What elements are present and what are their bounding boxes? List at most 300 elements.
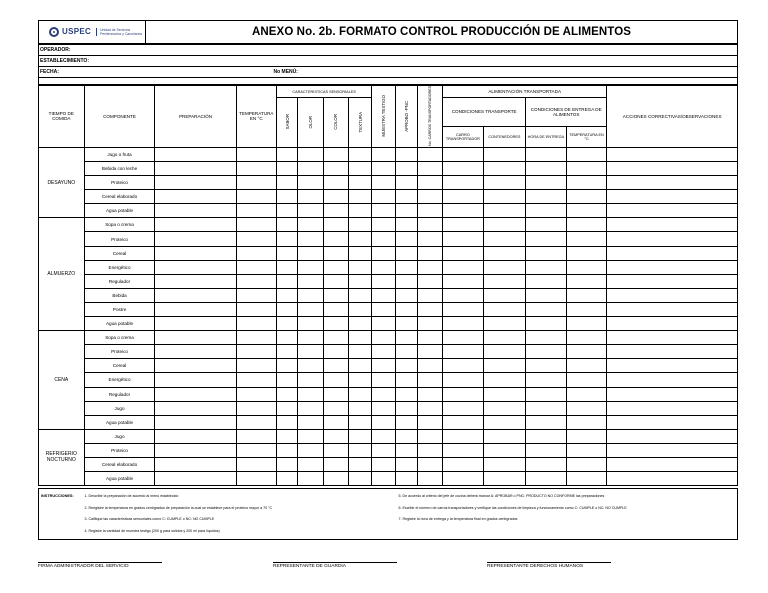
entry-cell[interactable] bbox=[155, 246, 236, 260]
entry-cell[interactable] bbox=[298, 457, 323, 471]
entry-cell[interactable] bbox=[277, 443, 298, 457]
entry-cell[interactable] bbox=[566, 232, 607, 246]
entry-cell[interactable] bbox=[417, 415, 442, 429]
entry-cell[interactable] bbox=[395, 232, 417, 246]
entry-cell[interactable] bbox=[236, 260, 277, 274]
entry-cell[interactable] bbox=[483, 457, 526, 471]
entry-cell[interactable] bbox=[483, 147, 526, 161]
entry-cell[interactable] bbox=[607, 387, 738, 401]
entry-cell[interactable] bbox=[566, 147, 607, 161]
entry-cell[interactable] bbox=[526, 288, 567, 302]
entry-cell[interactable] bbox=[323, 274, 348, 288]
entry-cell[interactable] bbox=[607, 204, 738, 218]
entry-cell[interactable] bbox=[323, 246, 348, 260]
entry-cell[interactable] bbox=[526, 246, 567, 260]
entry-cell[interactable] bbox=[372, 260, 395, 274]
entry-cell[interactable] bbox=[443, 274, 484, 288]
entry-cell[interactable] bbox=[372, 302, 395, 316]
entry-cell[interactable] bbox=[526, 218, 567, 232]
entry-cell[interactable] bbox=[277, 204, 298, 218]
entry-cell[interactable] bbox=[277, 387, 298, 401]
entry-cell[interactable] bbox=[236, 176, 277, 190]
entry-cell[interactable] bbox=[566, 401, 607, 415]
entry-cell[interactable] bbox=[395, 246, 417, 260]
entry-cell[interactable] bbox=[236, 443, 277, 457]
entry-cell[interactable] bbox=[348, 472, 371, 486]
entry-cell[interactable] bbox=[298, 204, 323, 218]
entry-cell[interactable] bbox=[526, 190, 567, 204]
entry-cell[interactable] bbox=[236, 162, 277, 176]
entry-cell[interactable] bbox=[298, 387, 323, 401]
entry-cell[interactable] bbox=[298, 147, 323, 161]
entry-cell[interactable] bbox=[483, 288, 526, 302]
entry-cell[interactable] bbox=[443, 176, 484, 190]
entry-cell[interactable] bbox=[483, 302, 526, 316]
entry-cell[interactable] bbox=[483, 429, 526, 443]
entry-cell[interactable] bbox=[607, 232, 738, 246]
entry-cell[interactable] bbox=[607, 429, 738, 443]
entry-cell[interactable] bbox=[155, 176, 236, 190]
entry-cell[interactable] bbox=[443, 373, 484, 387]
entry-cell[interactable] bbox=[277, 218, 298, 232]
entry-cell[interactable] bbox=[236, 415, 277, 429]
entry-cell[interactable] bbox=[483, 162, 526, 176]
entry-cell[interactable] bbox=[298, 331, 323, 345]
entry-cell[interactable] bbox=[236, 387, 277, 401]
entry-cell[interactable] bbox=[277, 288, 298, 302]
entry-cell[interactable] bbox=[277, 317, 298, 331]
entry-cell[interactable] bbox=[298, 288, 323, 302]
entry-cell[interactable] bbox=[395, 147, 417, 161]
entry-cell[interactable] bbox=[443, 359, 484, 373]
entry-cell[interactable] bbox=[526, 472, 567, 486]
entry-cell[interactable] bbox=[323, 457, 348, 471]
entry-cell[interactable] bbox=[443, 443, 484, 457]
entry-cell[interactable] bbox=[155, 373, 236, 387]
entry-cell[interactable] bbox=[607, 373, 738, 387]
entry-cell[interactable] bbox=[395, 162, 417, 176]
entry-cell[interactable] bbox=[607, 260, 738, 274]
entry-cell[interactable] bbox=[395, 317, 417, 331]
entry-cell[interactable] bbox=[155, 302, 236, 316]
entry-cell[interactable] bbox=[348, 429, 371, 443]
entry-cell[interactable] bbox=[526, 232, 567, 246]
entry-cell[interactable] bbox=[155, 401, 236, 415]
entry-cell[interactable] bbox=[372, 457, 395, 471]
entry-cell[interactable] bbox=[236, 204, 277, 218]
entry-cell[interactable] bbox=[417, 302, 442, 316]
entry-cell[interactable] bbox=[323, 387, 348, 401]
entry-cell[interactable] bbox=[348, 302, 371, 316]
entry-cell[interactable] bbox=[155, 274, 236, 288]
entry-cell[interactable] bbox=[372, 190, 395, 204]
entry-cell[interactable] bbox=[443, 429, 484, 443]
entry-cell[interactable] bbox=[417, 162, 442, 176]
entry-cell[interactable] bbox=[417, 317, 442, 331]
entry-cell[interactable] bbox=[607, 359, 738, 373]
entry-cell[interactable] bbox=[417, 246, 442, 260]
entry-cell[interactable] bbox=[417, 218, 442, 232]
entry-cell[interactable] bbox=[526, 415, 567, 429]
entry-cell[interactable] bbox=[372, 176, 395, 190]
entry-cell[interactable] bbox=[236, 190, 277, 204]
entry-cell[interactable] bbox=[443, 147, 484, 161]
entry-cell[interactable] bbox=[155, 429, 236, 443]
entry-cell[interactable] bbox=[417, 359, 442, 373]
entry-cell[interactable] bbox=[298, 302, 323, 316]
entry-cell[interactable] bbox=[483, 317, 526, 331]
entry-cell[interactable] bbox=[395, 401, 417, 415]
entry-cell[interactable] bbox=[155, 345, 236, 359]
entry-cell[interactable] bbox=[323, 401, 348, 415]
entry-cell[interactable] bbox=[417, 147, 442, 161]
entry-cell[interactable] bbox=[417, 401, 442, 415]
entry-cell[interactable] bbox=[323, 232, 348, 246]
entry-cell[interactable] bbox=[566, 317, 607, 331]
entry-cell[interactable] bbox=[395, 260, 417, 274]
entry-cell[interactable] bbox=[566, 472, 607, 486]
entry-cell[interactable] bbox=[348, 457, 371, 471]
entry-cell[interactable] bbox=[607, 457, 738, 471]
entry-cell[interactable] bbox=[298, 162, 323, 176]
entry-cell[interactable] bbox=[348, 147, 371, 161]
entry-cell[interactable] bbox=[323, 331, 348, 345]
entry-cell[interactable] bbox=[526, 204, 567, 218]
entry-cell[interactable] bbox=[417, 387, 442, 401]
entry-cell[interactable] bbox=[483, 176, 526, 190]
entry-cell[interactable] bbox=[298, 429, 323, 443]
entry-cell[interactable] bbox=[607, 274, 738, 288]
entry-cell[interactable] bbox=[236, 218, 277, 232]
entry-cell[interactable] bbox=[566, 218, 607, 232]
entry-cell[interactable] bbox=[443, 232, 484, 246]
entry-cell[interactable] bbox=[348, 232, 371, 246]
entry-cell[interactable] bbox=[323, 302, 348, 316]
entry-cell[interactable] bbox=[236, 232, 277, 246]
entry-cell[interactable] bbox=[417, 176, 442, 190]
entry-cell[interactable] bbox=[348, 190, 371, 204]
entry-cell[interactable] bbox=[395, 176, 417, 190]
entry-cell[interactable] bbox=[395, 359, 417, 373]
entry-cell[interactable] bbox=[483, 415, 526, 429]
entry-cell[interactable] bbox=[155, 260, 236, 274]
entry-cell[interactable] bbox=[607, 415, 738, 429]
entry-cell[interactable] bbox=[566, 415, 607, 429]
entry-cell[interactable] bbox=[155, 147, 236, 161]
entry-cell[interactable] bbox=[372, 232, 395, 246]
entry-cell[interactable] bbox=[236, 401, 277, 415]
entry-cell[interactable] bbox=[417, 373, 442, 387]
entry-cell[interactable] bbox=[236, 147, 277, 161]
entry-cell[interactable] bbox=[277, 162, 298, 176]
entry-cell[interactable] bbox=[417, 204, 442, 218]
entry-cell[interactable] bbox=[298, 443, 323, 457]
entry-cell[interactable] bbox=[607, 162, 738, 176]
entry-cell[interactable] bbox=[236, 472, 277, 486]
entry-cell[interactable] bbox=[277, 345, 298, 359]
entry-cell[interactable] bbox=[566, 345, 607, 359]
entry-cell[interactable] bbox=[348, 176, 371, 190]
entry-cell[interactable] bbox=[348, 387, 371, 401]
entry-cell[interactable] bbox=[323, 317, 348, 331]
entry-cell[interactable] bbox=[526, 401, 567, 415]
entry-cell[interactable] bbox=[526, 345, 567, 359]
entry-cell[interactable] bbox=[566, 429, 607, 443]
entry-cell[interactable] bbox=[323, 190, 348, 204]
entry-cell[interactable] bbox=[443, 162, 484, 176]
entry-cell[interactable] bbox=[566, 176, 607, 190]
entry-cell[interactable] bbox=[323, 429, 348, 443]
entry-cell[interactable] bbox=[372, 373, 395, 387]
entry-cell[interactable] bbox=[298, 472, 323, 486]
entry-cell[interactable] bbox=[277, 429, 298, 443]
entry-cell[interactable] bbox=[348, 401, 371, 415]
entry-cell[interactable] bbox=[566, 190, 607, 204]
entry-cell[interactable] bbox=[348, 373, 371, 387]
entry-cell[interactable] bbox=[323, 162, 348, 176]
operator-field[interactable]: OPERADOR: bbox=[39, 45, 738, 56]
entry-cell[interactable] bbox=[443, 302, 484, 316]
entry-cell[interactable] bbox=[566, 260, 607, 274]
entry-cell[interactable] bbox=[566, 288, 607, 302]
entry-cell[interactable] bbox=[526, 359, 567, 373]
entry-cell[interactable] bbox=[395, 218, 417, 232]
entry-cell[interactable] bbox=[526, 162, 567, 176]
entry-cell[interactable] bbox=[395, 373, 417, 387]
entry-cell[interactable] bbox=[443, 345, 484, 359]
entry-cell[interactable] bbox=[372, 317, 395, 331]
entry-cell[interactable] bbox=[483, 246, 526, 260]
entry-cell[interactable] bbox=[443, 331, 484, 345]
entry-cell[interactable] bbox=[155, 457, 236, 471]
entry-cell[interactable] bbox=[443, 204, 484, 218]
entry-cell[interactable] bbox=[483, 331, 526, 345]
entry-cell[interactable] bbox=[323, 373, 348, 387]
entry-cell[interactable] bbox=[298, 401, 323, 415]
entry-cell[interactable] bbox=[298, 317, 323, 331]
entry-cell[interactable] bbox=[277, 232, 298, 246]
entry-cell[interactable] bbox=[323, 218, 348, 232]
entry-cell[interactable] bbox=[236, 429, 277, 443]
entry-cell[interactable] bbox=[348, 246, 371, 260]
entry-cell[interactable] bbox=[395, 387, 417, 401]
entry-cell[interactable] bbox=[566, 387, 607, 401]
entry-cell[interactable] bbox=[323, 204, 348, 218]
entry-cell[interactable] bbox=[236, 246, 277, 260]
entry-cell[interactable] bbox=[607, 345, 738, 359]
entry-cell[interactable] bbox=[155, 162, 236, 176]
entry-cell[interactable] bbox=[395, 457, 417, 471]
entry-cell[interactable] bbox=[298, 218, 323, 232]
entry-cell[interactable] bbox=[277, 260, 298, 274]
entry-cell[interactable] bbox=[483, 443, 526, 457]
entry-cell[interactable] bbox=[372, 443, 395, 457]
entry-cell[interactable] bbox=[372, 204, 395, 218]
entry-cell[interactable] bbox=[417, 429, 442, 443]
entry-cell[interactable] bbox=[566, 302, 607, 316]
entry-cell[interactable] bbox=[443, 288, 484, 302]
entry-cell[interactable] bbox=[483, 345, 526, 359]
entry-cell[interactable] bbox=[395, 345, 417, 359]
entry-cell[interactable] bbox=[417, 288, 442, 302]
entry-cell[interactable] bbox=[607, 443, 738, 457]
entry-cell[interactable] bbox=[417, 274, 442, 288]
entry-cell[interactable] bbox=[607, 190, 738, 204]
entry-cell[interactable] bbox=[372, 288, 395, 302]
entry-cell[interactable] bbox=[607, 147, 738, 161]
entry-cell[interactable] bbox=[236, 345, 277, 359]
entry-cell[interactable] bbox=[323, 472, 348, 486]
entry-cell[interactable] bbox=[526, 302, 567, 316]
entry-cell[interactable] bbox=[526, 373, 567, 387]
entry-cell[interactable] bbox=[526, 260, 567, 274]
entry-cell[interactable] bbox=[526, 317, 567, 331]
entry-cell[interactable] bbox=[372, 274, 395, 288]
entry-cell[interactable] bbox=[323, 288, 348, 302]
entry-cell[interactable] bbox=[443, 317, 484, 331]
entry-cell[interactable] bbox=[348, 218, 371, 232]
entry-cell[interactable] bbox=[155, 387, 236, 401]
entry-cell[interactable] bbox=[607, 317, 738, 331]
entry-cell[interactable] bbox=[236, 274, 277, 288]
entry-cell[interactable] bbox=[348, 162, 371, 176]
entry-cell[interactable] bbox=[417, 457, 442, 471]
entry-cell[interactable] bbox=[277, 190, 298, 204]
entry-cell[interactable] bbox=[566, 359, 607, 373]
entry-cell[interactable] bbox=[443, 387, 484, 401]
entry-cell[interactable] bbox=[323, 415, 348, 429]
entry-cell[interactable] bbox=[323, 260, 348, 274]
entry-cell[interactable] bbox=[607, 288, 738, 302]
entry-cell[interactable] bbox=[372, 246, 395, 260]
entry-cell[interactable] bbox=[348, 288, 371, 302]
entry-cell[interactable] bbox=[277, 373, 298, 387]
entry-cell[interactable] bbox=[566, 373, 607, 387]
entry-cell[interactable] bbox=[372, 387, 395, 401]
entry-cell[interactable] bbox=[395, 429, 417, 443]
entry-cell[interactable] bbox=[298, 232, 323, 246]
entry-cell[interactable] bbox=[155, 232, 236, 246]
entry-cell[interactable] bbox=[277, 401, 298, 415]
entry-cell[interactable] bbox=[395, 274, 417, 288]
entry-cell[interactable] bbox=[395, 302, 417, 316]
entry-cell[interactable] bbox=[417, 472, 442, 486]
entry-cell[interactable] bbox=[483, 387, 526, 401]
entry-cell[interactable] bbox=[417, 345, 442, 359]
entry-cell[interactable] bbox=[607, 472, 738, 486]
entry-cell[interactable] bbox=[348, 260, 371, 274]
entry-cell[interactable] bbox=[277, 176, 298, 190]
entry-cell[interactable] bbox=[483, 190, 526, 204]
entry-cell[interactable] bbox=[483, 359, 526, 373]
entry-cell[interactable] bbox=[526, 457, 567, 471]
entry-cell[interactable] bbox=[443, 457, 484, 471]
entry-cell[interactable] bbox=[155, 317, 236, 331]
entry-cell[interactable] bbox=[348, 317, 371, 331]
entry-cell[interactable] bbox=[607, 218, 738, 232]
menu-number-field[interactable]: No MENÚ: bbox=[273, 67, 738, 78]
entry-cell[interactable] bbox=[526, 429, 567, 443]
entry-cell[interactable] bbox=[277, 359, 298, 373]
entry-cell[interactable] bbox=[607, 401, 738, 415]
entry-cell[interactable] bbox=[298, 345, 323, 359]
entry-cell[interactable] bbox=[323, 176, 348, 190]
entry-cell[interactable] bbox=[417, 232, 442, 246]
entry-cell[interactable] bbox=[323, 147, 348, 161]
entry-cell[interactable] bbox=[443, 246, 484, 260]
entry-cell[interactable] bbox=[483, 232, 526, 246]
entry-cell[interactable] bbox=[395, 190, 417, 204]
date-field[interactable]: FECHA: bbox=[39, 67, 273, 78]
entry-cell[interactable] bbox=[277, 331, 298, 345]
entry-cell[interactable] bbox=[298, 415, 323, 429]
entry-cell[interactable] bbox=[483, 204, 526, 218]
establishment-field[interactable]: ESTABLECIMIENTO: bbox=[39, 56, 738, 67]
entry-cell[interactable] bbox=[348, 274, 371, 288]
entry-cell[interactable] bbox=[395, 443, 417, 457]
entry-cell[interactable] bbox=[372, 147, 395, 161]
entry-cell[interactable] bbox=[372, 472, 395, 486]
entry-cell[interactable] bbox=[155, 472, 236, 486]
entry-cell[interactable] bbox=[277, 415, 298, 429]
entry-cell[interactable] bbox=[323, 345, 348, 359]
entry-cell[interactable] bbox=[298, 274, 323, 288]
entry-cell[interactable] bbox=[607, 176, 738, 190]
entry-cell[interactable] bbox=[155, 218, 236, 232]
entry-cell[interactable] bbox=[348, 204, 371, 218]
entry-cell[interactable] bbox=[155, 331, 236, 345]
entry-cell[interactable] bbox=[155, 288, 236, 302]
entry-cell[interactable] bbox=[395, 331, 417, 345]
entry-cell[interactable] bbox=[566, 457, 607, 471]
entry-cell[interactable] bbox=[155, 443, 236, 457]
entry-cell[interactable] bbox=[372, 331, 395, 345]
entry-cell[interactable] bbox=[236, 373, 277, 387]
entry-cell[interactable] bbox=[607, 302, 738, 316]
entry-cell[interactable] bbox=[526, 387, 567, 401]
entry-cell[interactable] bbox=[483, 401, 526, 415]
entry-cell[interactable] bbox=[277, 472, 298, 486]
entry-cell[interactable] bbox=[443, 472, 484, 486]
entry-cell[interactable] bbox=[236, 317, 277, 331]
entry-cell[interactable] bbox=[298, 359, 323, 373]
entry-cell[interactable] bbox=[526, 274, 567, 288]
entry-cell[interactable] bbox=[155, 359, 236, 373]
entry-cell[interactable] bbox=[443, 260, 484, 274]
entry-cell[interactable] bbox=[155, 190, 236, 204]
entry-cell[interactable] bbox=[155, 415, 236, 429]
entry-cell[interactable] bbox=[526, 147, 567, 161]
entry-cell[interactable] bbox=[443, 190, 484, 204]
entry-cell[interactable] bbox=[298, 190, 323, 204]
entry-cell[interactable] bbox=[566, 331, 607, 345]
entry-cell[interactable] bbox=[417, 190, 442, 204]
entry-cell[interactable] bbox=[566, 274, 607, 288]
entry-cell[interactable] bbox=[443, 401, 484, 415]
entry-cell[interactable] bbox=[483, 274, 526, 288]
entry-cell[interactable] bbox=[298, 373, 323, 387]
entry-cell[interactable] bbox=[348, 443, 371, 457]
entry-cell[interactable] bbox=[323, 359, 348, 373]
entry-cell[interactable] bbox=[298, 176, 323, 190]
entry-cell[interactable] bbox=[566, 246, 607, 260]
entry-cell[interactable] bbox=[483, 373, 526, 387]
entry-cell[interactable] bbox=[372, 429, 395, 443]
entry-cell[interactable] bbox=[348, 415, 371, 429]
entry-cell[interactable] bbox=[566, 204, 607, 218]
entry-cell[interactable] bbox=[443, 218, 484, 232]
entry-cell[interactable] bbox=[526, 443, 567, 457]
